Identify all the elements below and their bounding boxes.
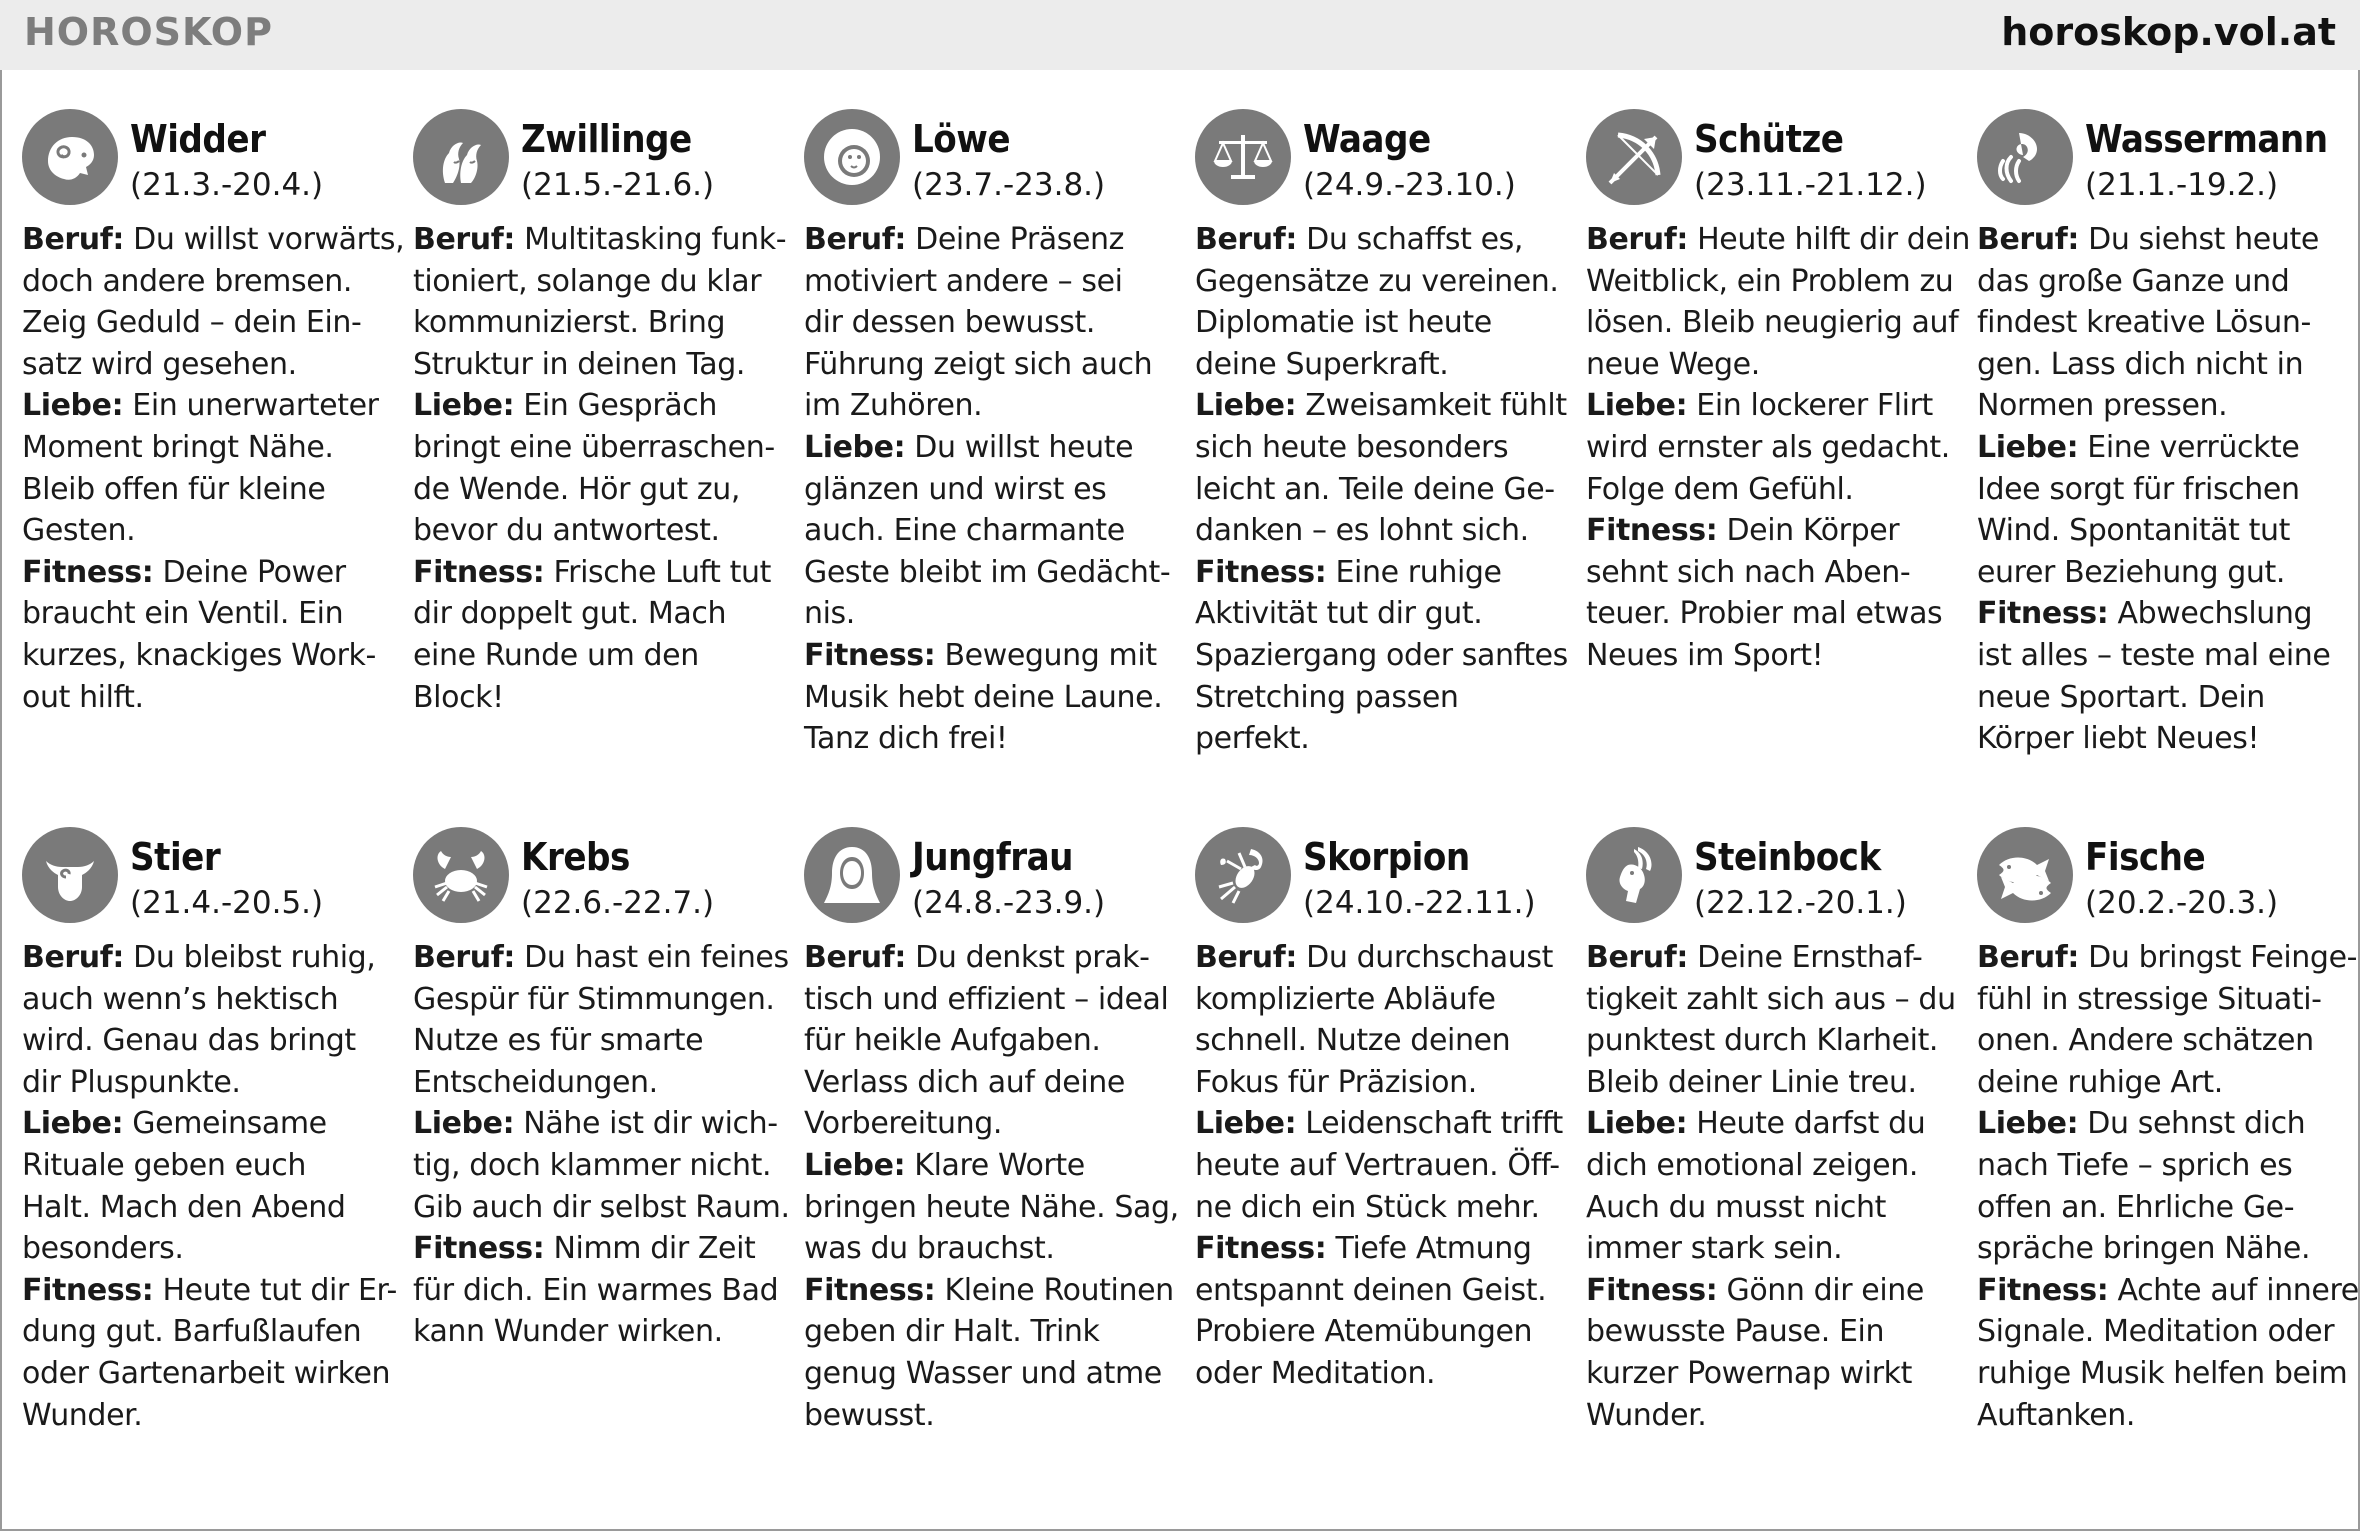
beruf-label: Beruf:	[1195, 222, 1298, 257]
beruf-label: Beruf:	[22, 940, 125, 975]
sign-waage	[1195, 105, 1586, 823]
liebe-text: Du willst heute glänzen und wirst es auch. Eine charmante Geste bleibt im Gedächt- nis.	[804, 429, 1171, 632]
sign-dates: (21.3.-20.4.)	[130, 167, 324, 203]
sign-name: Waage	[1303, 117, 1431, 161]
bow-arrow-icon	[1586, 109, 1682, 205]
liebe-label: Liebe:	[22, 1106, 124, 1142]
fitness-label: Fitness:	[413, 1231, 545, 1267]
sign-dates: (20.2.-20.3.)	[2085, 885, 2279, 921]
beruf-text: Du willst vorwärts, doch andere bremsen. Zeig Geduld – dein Ein- satz wird gesehen.	[22, 222, 405, 382]
sign-dates: (21.1.-19.2.)	[2085, 167, 2279, 203]
virgin-icon	[804, 827, 900, 923]
liebe-label: Liebe:	[1195, 1106, 1297, 1142]
sign-name: Zwillinge	[521, 117, 692, 161]
liebe-label: Liebe:	[804, 429, 906, 465]
sign-text	[804, 219, 1195, 760]
fitness-label: Fitness:	[413, 554, 545, 590]
lion-icon	[804, 109, 900, 205]
sign-text	[413, 219, 804, 718]
liebe-label: Liebe:	[1977, 429, 2079, 465]
header-bar	[0, 0, 2360, 70]
liebe-label: Liebe:	[413, 1106, 515, 1142]
beruf-text: Du denkst prak- tisch und effizient – ideal für heikle Aufgaben. Verlass dich auf deine Vorbereitung.	[804, 940, 1169, 1142]
fitness-text: Gönn dir eine bewusste Pause. Ein kurzer Powernap wirkt Wunder.	[1586, 1272, 1924, 1433]
fitness-text: Kleine Routinen geben dir Halt. Trink genug Wasser und atme bewusst.	[804, 1272, 1174, 1433]
section-title: HOROSKOP	[24, 10, 273, 54]
sign-skorpion	[1195, 823, 1586, 1523]
liebe-label: Liebe:	[413, 388, 515, 424]
beruf-text: Du schaffst es, Gegensätze zu vereinen. Diplomatie ist heute deine Superkraft.	[1195, 222, 1559, 382]
liebe-text: Ein Gespräch bringt eine überraschen- de Wende. Hör gut zu, bevor du antwortest.	[413, 388, 775, 549]
fitness-text: Heute tut dir Er- dung gut. Barfußlaufen oder Gartenarbeit wirken Wunder.	[22, 1272, 397, 1433]
liebe-label: Liebe:	[22, 388, 124, 424]
liebe-text: Eine verrückte Idee sorgt für frischen Wind. Spontanität tut eurer Beziehung gut.	[1977, 429, 2300, 590]
sign-name: Fische	[2085, 835, 2206, 879]
liebe-label: Liebe:	[1586, 1106, 1688, 1142]
fitness-label: Fitness:	[22, 554, 154, 590]
liebe-text: Ein unerwarteter Moment bringt Nähe. Bleib offen für kleine Gesten.	[22, 388, 379, 549]
sign-name: Skorpion	[1303, 835, 1470, 879]
fitness-text: Frische Luft tut dir doppelt gut. Mach eine Runde um den Block!	[413, 554, 772, 715]
sign-text	[1586, 219, 1977, 677]
beruf-label: Beruf:	[1586, 940, 1689, 975]
sign-text	[22, 937, 413, 1436]
crab-icon	[413, 827, 509, 923]
fitness-label: Fitness:	[1586, 1272, 1718, 1308]
liebe-text: Klare Worte bringen heute Nähe. Sag, was du brauchst.	[804, 1147, 1179, 1267]
sign-widder	[22, 105, 413, 823]
scorpion-icon	[1195, 827, 1291, 923]
fitness-text: Eine ruhige Aktivität tut dir gut. Spaziergang oder sanftes Stretching passen perfekt.	[1195, 554, 1568, 757]
beruf-text: Du durchschaust komplizierte Abläufe schnell. Nutze deinen Fokus für Präzision.	[1195, 940, 1553, 1100]
beruf-label: Beruf:	[1977, 222, 2080, 257]
fitness-label: Fitness:	[1586, 513, 1718, 549]
sign-name: Widder	[130, 117, 266, 161]
sign-steinbock	[1586, 823, 1977, 1523]
sign-text	[804, 937, 1195, 1436]
twins-icon	[413, 109, 509, 205]
bull-icon	[22, 827, 118, 923]
fitness-label: Fitness:	[1977, 1272, 2109, 1308]
fitness-label: Fitness:	[22, 1272, 154, 1308]
sign-zwillinge	[413, 105, 804, 823]
source-url[interactable]: horoskop.vol.at	[2001, 10, 2336, 54]
beruf-label: Beruf:	[413, 940, 516, 975]
beruf-text: Deine Präsenz motiviert andere – sei dir dessen bewusst. Führung zeigt sich auch im Zuhören.	[804, 222, 1153, 424]
liebe-text: Heute darfst du dich emotional zeigen. Auch du musst nicht immer stark sein.	[1586, 1106, 1926, 1267]
fitness-text: Abwechslung ist alles – teste mal eine neue Sportart. Dein Körper liebt Neues!	[1977, 596, 2331, 757]
fitness-label: Fitness:	[1195, 1231, 1327, 1267]
sign-dates: (23.7.-23.8.)	[912, 167, 1106, 203]
liebe-label: Liebe:	[1195, 388, 1297, 424]
beruf-label: Beruf:	[22, 222, 125, 257]
sign-stier	[22, 823, 413, 1523]
beruf-text: Heute hilft dir dein Weitblick, ein Problem zu lösen. Bleib neugierig auf neue Wege.	[1586, 222, 1971, 382]
sign-name: Löwe	[912, 117, 1011, 161]
sign-text	[1195, 937, 1586, 1395]
sign-name: Schütze	[1694, 117, 1844, 161]
beruf-text: Du siehst heute das große Ganze und findest kreative Lösun- gen. Lass dich nicht in Normen pressen.	[1977, 222, 2319, 424]
fitness-label: Fitness:	[804, 1272, 936, 1308]
fitness-label: Fitness:	[804, 637, 936, 673]
fitness-text: Tiefe Atmung entspannt deinen Geist. Probiere Atemübungen oder Meditation.	[1195, 1231, 1547, 1391]
goat-icon	[1586, 827, 1682, 923]
beruf-label: Beruf:	[1977, 940, 2080, 975]
beruf-text: Du bringst Feinge- fühl in stressige Situati- onen. Andere schätzen deine ruhige Art.	[1977, 940, 2358, 1100]
sign-wassermann	[1977, 105, 2360, 823]
sign-text	[22, 219, 413, 718]
fitness-text: Nimm dir Zeit für dich. Ein warmes Bad kann Wunder wirken.	[413, 1231, 779, 1350]
sign-dates: (24.9.-23.10.)	[1303, 167, 1516, 203]
sign-jungfrau	[804, 823, 1195, 1523]
fitness-label: Fitness:	[1977, 596, 2109, 632]
sign-dates: (23.11.-21.12.)	[1694, 167, 1927, 203]
beruf-label: Beruf:	[804, 222, 907, 257]
liebe-text: Zweisamkeit fühlt sich heute besonders leicht an. Teile deine Ge- danken – es lohnt sich.	[1195, 388, 1567, 549]
sign-name: Jungfrau	[912, 835, 1074, 879]
sign-name: Steinbock	[1694, 835, 1881, 879]
sign-name: Stier	[130, 835, 221, 879]
liebe-text: Du sehnst dich nach Tiefe – sprich es offen an. Ehrliche Ge- spräche bringen Nähe.	[1977, 1106, 2311, 1267]
fitness-text: Achte auf innere Signale. Meditation oder ruhige Musik helfen beim Auftanken.	[1977, 1272, 2359, 1433]
sign-dates: (21.5.-21.6.)	[521, 167, 715, 203]
sign-text	[1195, 219, 1586, 760]
liebe-text: Gemeinsame Rituale geben euch Halt. Mach den Abend besonders.	[22, 1106, 346, 1267]
sign-dates: (22.12.-20.1.)	[1694, 885, 1907, 921]
liebe-text: Leidenschaft trifft heute auf Vertrauen. Öff- ne dich ein Stück mehr.	[1195, 1106, 1563, 1225]
beruf-text: Multitasking funk- tioniert, solange du klar kommunizierst. Bring Struktur in deinen Tag.	[413, 222, 787, 382]
sign-fische	[1977, 823, 2360, 1523]
fitness-text: Dein Körper sehnt sich nach Aben- teuer. Probier mal etwas Neues im Sport!	[1586, 513, 1943, 673]
ram-icon	[22, 109, 118, 205]
horoscope-grid	[22, 105, 2359, 1523]
sign-text	[1586, 937, 1977, 1436]
sign-text	[1977, 219, 2360, 760]
beruf-label: Beruf:	[1586, 222, 1689, 257]
sign-dates: (24.8.-23.9.)	[912, 885, 1106, 921]
sign-dates: (22.6.-22.7.)	[521, 885, 715, 921]
fish-icon	[1977, 827, 2073, 923]
water-bearer-icon	[1977, 109, 2073, 205]
beruf-text: Deine Ernsthaf- tigkeit zahlt sich aus – du punktest durch Klarheit. Bleib deiner Linie treu.	[1586, 940, 1956, 1100]
beruf-text: Du bleibst ruhig, auch wenn’s hektisch wird. Genau das bringt dir Pluspunkte.	[22, 940, 376, 1100]
beruf-label: Beruf:	[413, 222, 516, 257]
sign-loewe	[804, 105, 1195, 823]
liebe-label: Liebe:	[1977, 1106, 2079, 1142]
beruf-label: Beruf:	[1195, 940, 1298, 975]
sign-name: Wassermann	[2085, 117, 2328, 161]
liebe-text: Nähe ist dir wich- tig, doch klammer nicht. Gib auch dir selbst Raum.	[413, 1106, 790, 1225]
fitness-label: Fitness:	[1195, 554, 1327, 590]
sign-text	[1977, 937, 2360, 1436]
sign-schuetze	[1586, 105, 1977, 823]
beruf-label: Beruf:	[804, 940, 907, 975]
sign-text	[413, 937, 804, 1353]
liebe-text: Ein lockerer Flirt wird ernster als gedacht. Folge dem Gefühl.	[1586, 388, 1950, 507]
sign-dates: (24.10.-22.11.)	[1303, 885, 1536, 921]
liebe-label: Liebe:	[1586, 388, 1688, 424]
liebe-label: Liebe:	[804, 1147, 906, 1183]
fitness-text: Deine Power braucht ein Ventil. Ein kurzes, knackiges Work- out hilft.	[22, 554, 376, 715]
beruf-text: Du hast ein feines Gespür für Stimmungen. Nutze es für smarte Entscheidungen.	[413, 940, 789, 1100]
sign-krebs	[413, 823, 804, 1523]
sign-name: Krebs	[521, 835, 630, 879]
sign-dates: (21.4.-20.5.)	[130, 885, 324, 921]
fitness-text: Bewegung mit Musik hebt deine Laune. Tanz dich frei!	[804, 637, 1163, 757]
scales-icon	[1195, 109, 1291, 205]
